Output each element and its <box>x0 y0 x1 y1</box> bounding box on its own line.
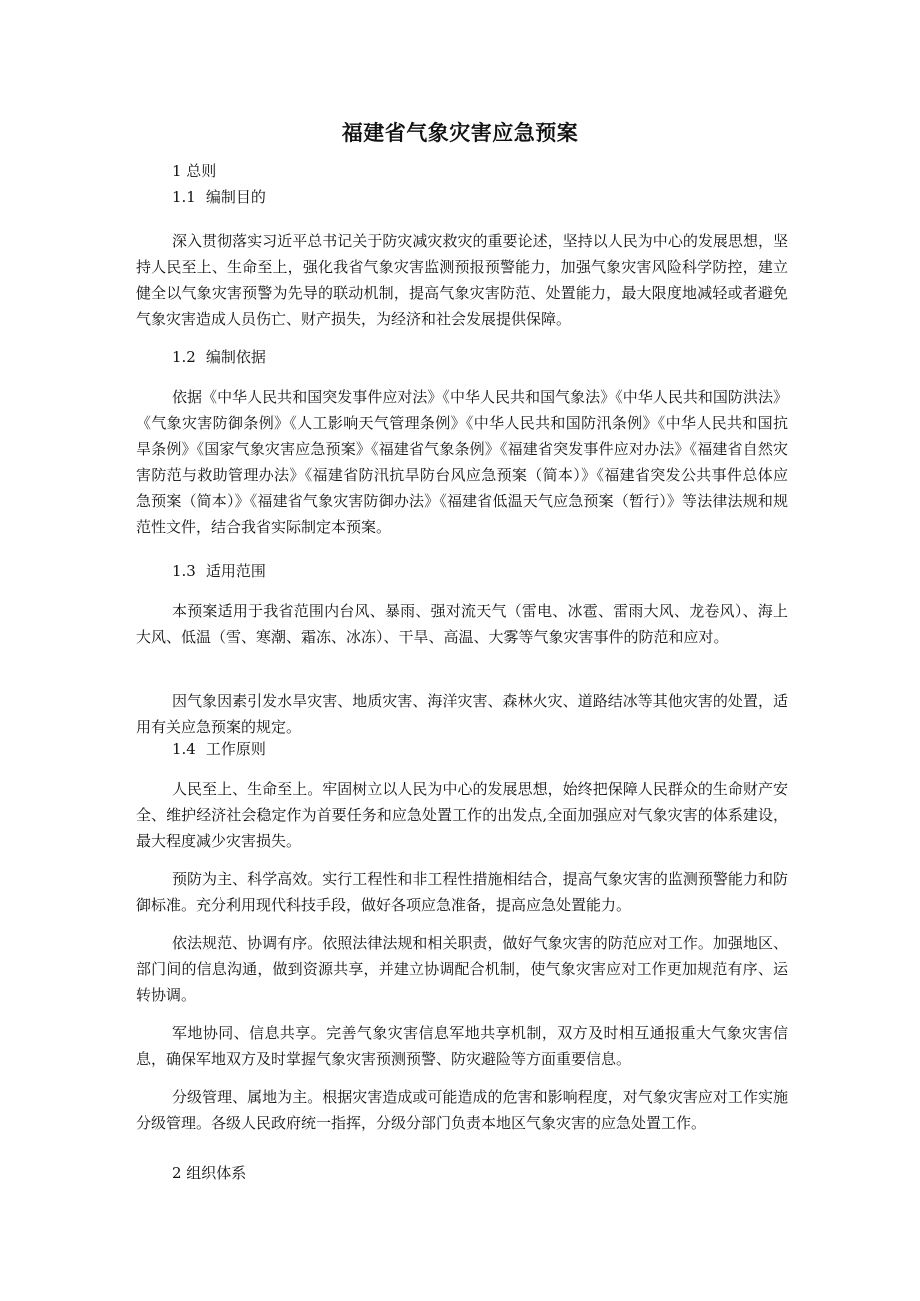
paragraph-principle-3: 依法规范、协调有序。依照法律法规和相关职责，做好气象灾害的防范应对工作。加强地区、部门间的信息沟通，做到资源共享，并建立协调配合机制，使气象灾害应对工作更加规范有序、运转协调。 <box>136 934 788 1004</box>
subsection-heading-1-3 <box>172 560 266 582</box>
subsection-title: 工作原则 <box>205 740 266 758</box>
subsection-number: 1.2 <box>172 348 196 366</box>
paragraph-principle-4: 军地协同、信息共享。完善气象灾害信息军地共享机制，双方及时相互通报重大气象灾害信息，确保军地双方及时掌握气象灾害预测预警、防灾避险等方面重要信息。 <box>136 1024 788 1068</box>
paragraph-principle-5: 分级管理、属地为主。根据灾害造成或可能造成的危害和影响程度，对气象灾害应对工作实施分级管理。各级人民政府统一指挥，分级分部门负责本地区气象灾害的应急处置工作。 <box>136 1088 788 1132</box>
subsection-heading-1-1 <box>172 186 266 208</box>
paragraph-scope-1: 本预案适用于我省范围内台风、暴雨、强对流天气（雷电、冰雹、雷雨大风、龙卷风）、海上大风、低温（雪、寒潮、霜冻、冰冻）、干旱、高温、大雾等气象灾害事件的防范和应对。 <box>136 602 788 646</box>
paragraph-basis: 依据《中华人民共和国突发事件应对法》《中华人民共和国气象法》《中华人民共和国防洪法》《气象灾害防御条例》《人工影响天气管理条例》《中华人民共和国防汛条例》《中华人民共和国抗旱条例》《国家气象灾害应急预案》《福建省气象条例》《福建省突发事件应对办法》《福建省自然灾害防范与救助管理办法》《福建省防汛抗旱防台风应急预案（简本）》《福建省突发公共事件总体应急预案（简本）》《福建省气象灾害防御办法》《福建省低温天气应急预案（暂行）》等法律法规和规范性文件，结合我省实际制定本预案。 <box>136 388 788 536</box>
subsection-number: 1.1 <box>172 188 196 206</box>
subsection-title: 编制依据 <box>205 348 266 366</box>
subsection-heading-1-2 <box>172 346 266 368</box>
paragraph-principle-2: 预防为主、科学高效。实行工程性和非工程性措施相结合，提高气象灾害的监测预警能力和防御标准。充分利用现代科技手段，做好各项应急准备，提高应急处置能力。 <box>136 870 788 914</box>
subsection-number: 1.4 <box>172 740 196 758</box>
paragraph-principle-1: 人民至上、生命至上。牢固树立以人民为中心的发展思想，始终把保障人民群众的生命财产安全、维护经济社会稳定作为首要任务和应急处置工作的出发点,全面加强应对气象灾害的体系建设，最大程度减少灾害损失。 <box>136 780 788 850</box>
section-heading-1: 1 总则 <box>172 162 217 180</box>
subsection-number: 1.3 <box>172 562 196 580</box>
subsection-heading-1-4 <box>172 738 266 760</box>
paragraph-scope-2: 因气象因素引发水旱灾害、地质灾害、海洋灾害、森林火灾、道路结冰等其他灾害的处置，适用有关应急预案的规定。 <box>136 692 788 736</box>
subsection-title: 编制目的 <box>205 188 266 206</box>
subsection-title: 适用范围 <box>205 562 266 580</box>
section-heading-2: 2 组织体系 <box>172 1164 247 1182</box>
paragraph-purpose: 深入贯彻落实习近平总书记关于防灾减灾救灾的重要论述，坚持以人民为中心的发展思想，坚持人民至上、生命至上，强化我省气象灾害监测预报预警能力，加强气象灾害风险科学防控，建立健全以气象灾害预警为先导的联动机制，提高气象灾害防范、处置能力，最大限度地减轻或者避免气象灾害造成人员伤亡、财产损失，为经济和社会发展提供保障。 <box>136 232 788 328</box>
document-title: 福建省气象灾害应急预案 <box>341 121 579 145</box>
